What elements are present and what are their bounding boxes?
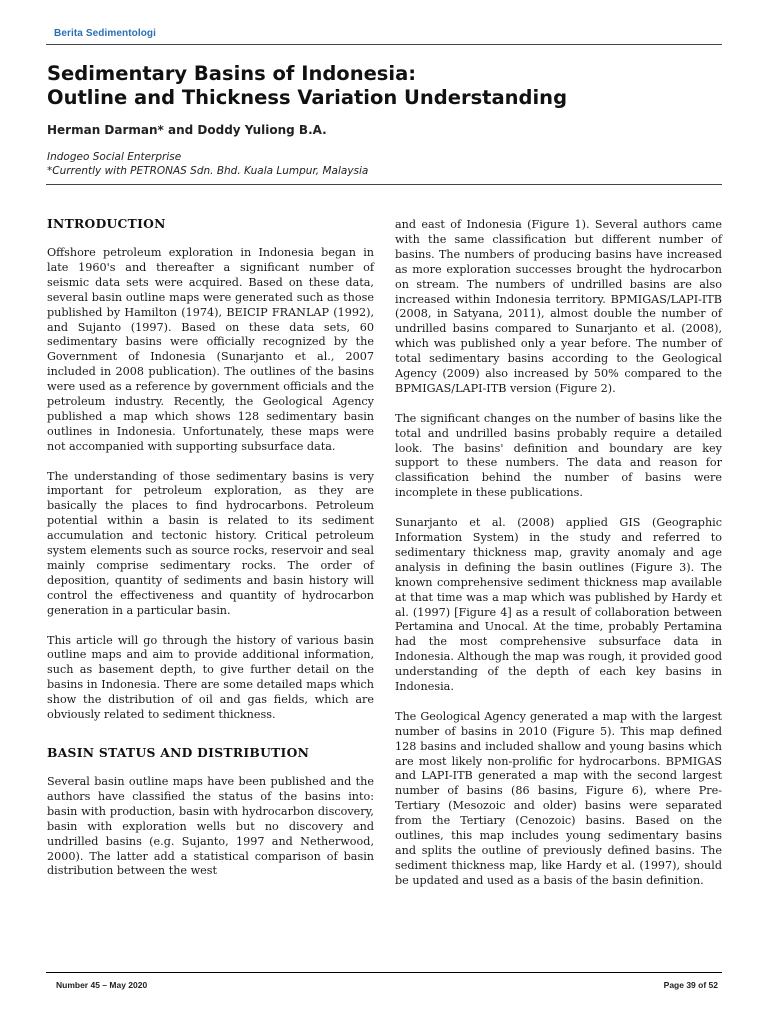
header-divider bbox=[46, 44, 722, 45]
paragraph: The Geological Agency generated a map with the largest number of basins in 2010 (Figure 5). This map defined 128 basins and included shallow and young basins which are most likely non-prolific for hydrocarbons. BPMIGAS and LAPI-ITB generated a map with the second largest number of basins (86 basins, Figure 6), where Pre-Tertiary (Mesozoic and older) basins were separated from the Tertiary (Cenozoic) basins. Based on the outlines, this map includes young sedimentary basins and splits the outline of previously defined basins. The sediment thickness map, like Hardy et al. (1997), should be updated and used as a basis of the basin definition. bbox=[395, 709, 722, 887]
affiliations bbox=[47, 150, 707, 178]
paragraph: This article will go through the history of various basin outline maps and aim to provide additional information, such as basement depth, to give further detail on the basins in Indonesia. There are some detailed maps which show the distribution of oil and gas fields, which are obviously related to sediment thickness. bbox=[47, 633, 374, 722]
affiliation-1: Indogeo Social Enterprise bbox=[47, 151, 182, 163]
paragraph: Offshore petroleum exploration in Indonesia began in late 1960's and thereafter a significant number of seismic data sets were acquired. Based on these data, several basin outline maps were generated such as those published by Hamilton (1974), BEICIP FRANLAP (1992), and Sujanto (1997). Based on these data sets, 60 sedimentary basins were officially recognized by the Government of Indonesia (Sunarjanto et al., 2007 included in 2008 publication). The outlines of the basins were used as a reference by government officials and the petroleum industry. Recently, the Geological Agency published a map which shows 128 sedimentary basin outlines in Indonesia. Unfortunately, these maps were not accompanied with supporting subsurface data. bbox=[47, 246, 374, 453]
article-title bbox=[47, 62, 727, 110]
section-heading-introduction: INTRODUCTION bbox=[47, 216, 166, 231]
issue-number: Number 45 – May 2020 bbox=[56, 980, 148, 990]
right-column bbox=[395, 218, 722, 904]
title-divider bbox=[46, 184, 722, 185]
paragraph: The significant changes on the number of basins like the total and undrilled basins probably require a detailed look. The basins' definition and boundary are key support to these numbers. The data and reason for classification behind the number of basins were incomplete in these publications. bbox=[395, 411, 722, 500]
authors: Herman Darman* and Doddy Yuliong B.A. bbox=[47, 123, 327, 137]
affiliation-2: *Currently with PETRONAS Sdn. Bhd. Kuala Lumpur, Malaysia bbox=[47, 165, 369, 177]
section-heading-basin-status: BASIN STATUS AND DISTRIBUTION bbox=[47, 744, 310, 760]
journal-name: Berita Sedimentologi bbox=[54, 28, 157, 39]
page-number: Page 39 of 52 bbox=[663, 980, 718, 990]
paragraph: Several basin outline maps have been published and the authors have classified the status of the basins into: basin with production, basin with hydrocarbon discovery, basin with exploration wells but no discovery and undrilled basins (e.g. Sujanto, 1997 and Netherwood, 2000). The latter add a statistical comparison of basin distribution between the west bbox=[47, 774, 374, 878]
paragraph: and east of Indonesia (Figure 1). Several authors came with the same classification but different number of basins. The numbers of producing basins have increased as more exploration successes brought the hydrocarbon on stream. The numbers of undrilled basins are also increased within Indonesia territory. BPMIGAS/LAPI-ITB (2008, in Satyana, 2011), almost double the number of undrilled basins compared to Sunarjanto et al. (2008), which was published only a year before. The number of total sedimentary basins according to the Geological Agency (2009) also increased by 50% compared to the BPMIGAS/LAPI-ITB version (Figure 2). bbox=[395, 218, 722, 395]
title-line-2: Outline and Thickness Variation Understanding bbox=[47, 86, 568, 109]
paragraph: Sunarjanto et al. (2008) applied GIS (Geographic Information System) in the study and referred to sedimentary thickness map, gravity anomaly and age analysis in defining the basin outlines (Figure 3). The known comprehensive sediment thickness map available at that time was a map which was published by Hardy et al. (1997) [Figure 4] as a result of collaboration between Pertamina and Unocal. At the time, probably Pertamina had the most comprehensive subsurface data in Indonesia. Although the map was rough, it provided good understanding of the depth of each key basins in Indonesia. bbox=[395, 516, 722, 694]
footer-divider bbox=[46, 972, 722, 973]
left-column bbox=[47, 216, 374, 894]
paragraph: The understanding of those sedimentary basins is very important for petroleum exploration, as they are basically the places to find hydrocarbons. Petroleum potential within a basin is related to its sediment accumulation and tectonic history. Critical petroleum system elements such as source rocks, reservoir and seal mainly comprise sedimentary rocks. The order of deposition, quantity of sediments and basin history will control the effectiveness and quantity of hydrocarbon generation in a particular basin. bbox=[47, 469, 374, 617]
title-line-1: Sedimentary Basins of Indonesia: bbox=[47, 62, 417, 85]
